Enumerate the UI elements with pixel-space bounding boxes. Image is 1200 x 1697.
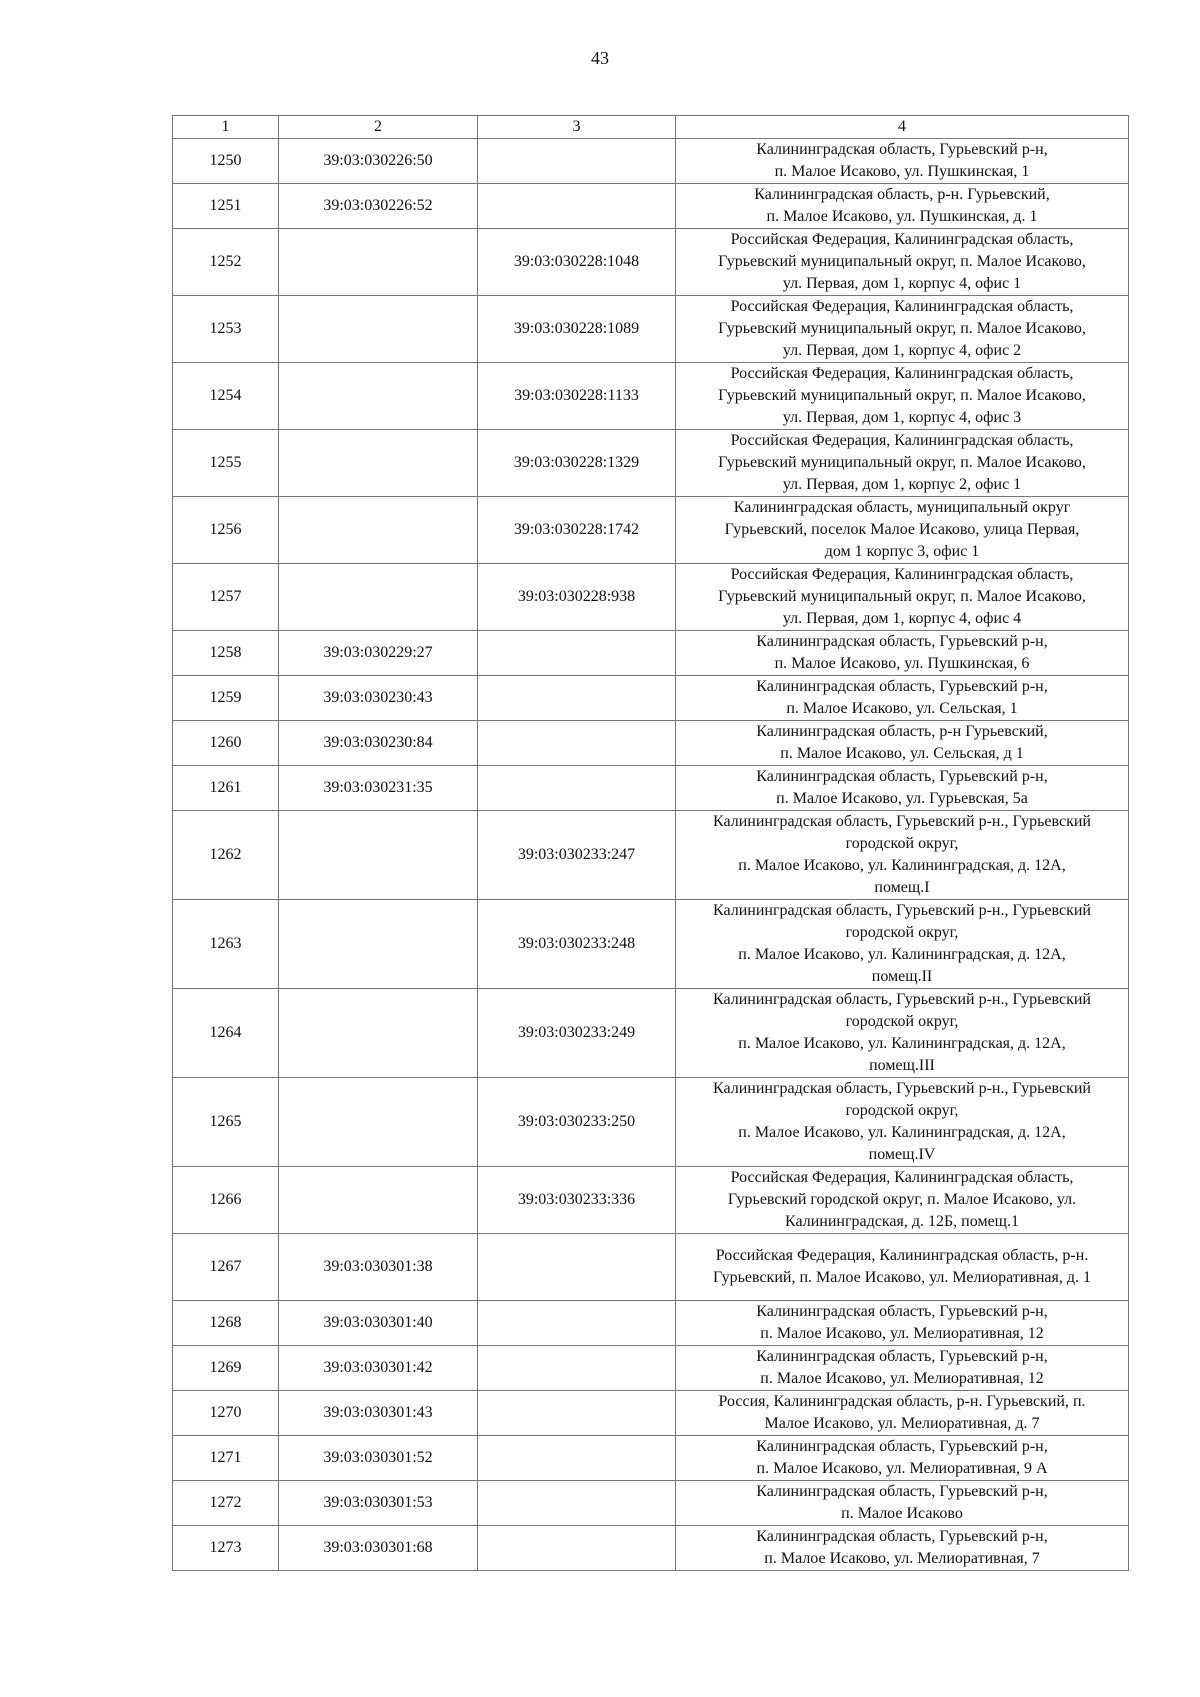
cadastral-number-cell xyxy=(279,430,478,497)
object-cadastral-number-cell: 39:03:030233:248 xyxy=(478,900,676,989)
address-line: Калининградская область, р-н Гурьевский, xyxy=(756,723,1048,740)
address-line: Калининградская область, Гурьевский р-н, xyxy=(756,678,1048,695)
object-cadastral-number-cell xyxy=(478,1346,676,1391)
column-header-3: 3 xyxy=(478,116,676,139)
cadastral-number-cell xyxy=(279,497,478,564)
address-cell xyxy=(676,900,1129,989)
header-row xyxy=(173,116,1129,139)
cadastral-number-cell: 39:03:030301:68 xyxy=(279,1526,478,1571)
object-cadastral-number-cell: 39:03:030233:247 xyxy=(478,811,676,900)
table-row xyxy=(173,139,1129,184)
address-line: помещ.I xyxy=(874,879,930,896)
address-line: Гурьевский, п. Малое Исаково, ул. Мелиоративная, д. 1 xyxy=(712,1269,1092,1286)
address-line: Калининградская область, Гурьевский р-н, xyxy=(756,768,1048,785)
object-cadastral-number-cell: 39:03:030233:249 xyxy=(478,989,676,1078)
row-number-cell: 1272 xyxy=(173,1481,279,1526)
cadastral-number-cell: 39:03:030301:40 xyxy=(279,1301,478,1346)
address-cell xyxy=(676,766,1129,811)
address-line: Гурьевский, поселок Малое Исаково, улица Первая, xyxy=(724,521,1080,538)
column-header-1: 1 xyxy=(173,116,279,139)
address-line: п. Малое Исаково, ул. Мелиоративная, 12 xyxy=(760,1370,1044,1387)
object-cadastral-number-cell xyxy=(478,1391,676,1436)
address-cell xyxy=(676,631,1129,676)
address-line: Малое Исаково, ул. Мелиоративная, д. 7 xyxy=(764,1415,1040,1432)
row-number-cell: 1251 xyxy=(173,184,279,229)
address-cell xyxy=(676,989,1129,1078)
address-line: Российская Федерация, Калининградская область, xyxy=(730,432,1074,449)
address-cell xyxy=(676,676,1129,721)
object-cadastral-number-cell xyxy=(478,1526,676,1571)
table-row xyxy=(173,363,1129,430)
address-cell xyxy=(676,1234,1129,1301)
row-number-cell: 1261 xyxy=(173,766,279,811)
row-number-cell: 1250 xyxy=(173,139,279,184)
table-row xyxy=(173,766,1129,811)
row-number-cell: 1269 xyxy=(173,1346,279,1391)
row-number-cell: 1258 xyxy=(173,631,279,676)
table-row xyxy=(173,1301,1129,1346)
address-line: п. Малое Исаково, ул. Пушкинская, 6 xyxy=(774,655,1030,672)
table-row xyxy=(173,900,1129,989)
table-row xyxy=(173,811,1129,900)
address-line: п. Малое Исаково, ул. Калининградская, д. 12А, xyxy=(738,857,1066,874)
table-row xyxy=(173,564,1129,631)
address-line: ул. Первая, дом 1, корпус 4, офис 3 xyxy=(782,409,1022,426)
table-row xyxy=(173,676,1129,721)
table-row xyxy=(173,1526,1129,1571)
address-line: Гурьевский муниципальный округ, п. Малое Исаково, xyxy=(718,454,1086,471)
table-row xyxy=(173,184,1129,229)
address-line: помещ.II xyxy=(871,968,933,985)
table-row xyxy=(173,1391,1129,1436)
table-row xyxy=(173,1078,1129,1167)
address-cell xyxy=(676,363,1129,430)
object-cadastral-number-cell: 39:03:030228:1329 xyxy=(478,430,676,497)
object-cadastral-number-cell: 39:03:030233:250 xyxy=(478,1078,676,1167)
address-cell xyxy=(676,139,1129,184)
row-number-cell: 1267 xyxy=(173,1234,279,1301)
table-row xyxy=(173,1234,1129,1301)
row-number-cell: 1257 xyxy=(173,564,279,631)
address-cell xyxy=(676,1526,1129,1571)
cadastral-number-cell: 39:03:030230:84 xyxy=(279,721,478,766)
row-number-cell: 1273 xyxy=(173,1526,279,1571)
address-line: Российская Федерация, Калининградская область, р-н. xyxy=(715,1247,1089,1264)
table-row xyxy=(173,989,1129,1078)
cadastral-number-cell xyxy=(279,811,478,900)
cadastral-number-cell: 39:03:030301:42 xyxy=(279,1346,478,1391)
address-line: Калининградская область, Гурьевский р-н., Гурьевский xyxy=(713,813,1091,830)
row-number-cell: 1254 xyxy=(173,363,279,430)
address-line: Калининградская область, Гурьевский р-н, xyxy=(756,1528,1048,1545)
page-number: 43 xyxy=(591,48,609,68)
cadastral-number-cell xyxy=(279,1078,478,1167)
address-line: п. Малое Исаково, ул. Калининградская, д. 12А, xyxy=(738,1035,1066,1052)
table-row xyxy=(173,430,1129,497)
row-number-cell: 1265 xyxy=(173,1078,279,1167)
address-line: п. Малое Исаково, ул. Мелиоративная, 12 xyxy=(760,1325,1044,1342)
object-cadastral-number-cell: 39:03:030233:336 xyxy=(478,1167,676,1234)
address-line: Калининградская область, Гурьевский р-н, xyxy=(756,1483,1048,1500)
address-line: Калининградская, д. 12Б, помещ.1 xyxy=(785,1213,1019,1230)
address-line: ул. Первая, дом 1, корпус 4, офис 4 xyxy=(782,610,1022,627)
cadastral-number-cell xyxy=(279,363,478,430)
address-line: Калининградская область, Гурьевский р-н, xyxy=(756,633,1048,650)
row-number-cell: 1255 xyxy=(173,430,279,497)
object-cadastral-number-cell: 39:03:030228:1048 xyxy=(478,229,676,296)
cadastral-number-cell: 39:03:030230:43 xyxy=(279,676,478,721)
column-header-4: 4 xyxy=(676,116,1129,139)
address-cell xyxy=(676,564,1129,631)
address-line: п. Малое Исаково, ул. Сельская, 1 xyxy=(786,700,1018,717)
address-line: п. Малое Исаково xyxy=(841,1505,963,1522)
cadastral-number-cell: 39:03:030301:52 xyxy=(279,1436,478,1481)
address-line: Российская Федерация, Калининградская область, xyxy=(730,365,1074,382)
row-number-cell: 1264 xyxy=(173,989,279,1078)
object-cadastral-number-cell xyxy=(478,1234,676,1301)
address-line: Российская Федерация, Калининградская область, xyxy=(730,231,1074,248)
object-cadastral-number-cell xyxy=(478,1481,676,1526)
address-cell xyxy=(676,1346,1129,1391)
object-cadastral-number-cell xyxy=(478,1436,676,1481)
address-line: Гурьевский муниципальный округ, п. Малое Исаково, xyxy=(718,320,1086,337)
table-row xyxy=(173,1346,1129,1391)
address-line: п. Малое Исаково, ул. Пушкинская, 1 xyxy=(774,163,1030,180)
address-line: п. Малое Исаково, ул. Гурьевская, 5а xyxy=(776,790,1028,807)
address-line: Калининградская область, Гурьевский р-н., Гурьевский xyxy=(713,1080,1091,1097)
address-line: Гурьевский городской округ, п. Малое Исаково, ул. xyxy=(727,1191,1077,1208)
address-line: Калининградская область, Гурьевский р-н., Гурьевский xyxy=(713,902,1091,919)
address-cell xyxy=(676,811,1129,900)
object-cadastral-number-cell xyxy=(478,721,676,766)
cadastral-number-cell xyxy=(279,900,478,989)
address-cell xyxy=(676,1167,1129,1234)
row-number-cell: 1263 xyxy=(173,900,279,989)
address-line: п. Малое Исаково, ул. Сельская, д 1 xyxy=(780,745,1024,762)
cadastral-number-cell: 39:03:030229:27 xyxy=(279,631,478,676)
table-row xyxy=(173,1436,1129,1481)
cadastral-number-cell xyxy=(279,1167,478,1234)
object-cadastral-number-cell xyxy=(478,676,676,721)
register-table xyxy=(172,115,1129,1571)
cadastral-number-cell: 39:03:030301:53 xyxy=(279,1481,478,1526)
table-row xyxy=(173,229,1129,296)
address-line: городской округ, xyxy=(845,1013,959,1030)
address-line: Калининградская область, р-н. Гурьевский, xyxy=(754,186,1050,203)
address-line: Российская Федерация, Калининградская область, xyxy=(730,1169,1074,1186)
address-line: помещ.IV xyxy=(868,1146,936,1163)
address-cell xyxy=(676,1301,1129,1346)
address-cell xyxy=(676,184,1129,229)
cadastral-number-cell: 39:03:030226:52 xyxy=(279,184,478,229)
row-number-cell: 1268 xyxy=(173,1301,279,1346)
object-cadastral-number-cell xyxy=(478,1301,676,1346)
row-number-cell: 1271 xyxy=(173,1436,279,1481)
cadastral-number-cell: 39:03:030301:38 xyxy=(279,1234,478,1301)
address-line: п. Малое Исаково, ул. Калининградская, д. 12А, xyxy=(738,946,1066,963)
address-line: Российская Федерация, Калининградская область, xyxy=(730,298,1074,315)
address-cell xyxy=(676,296,1129,363)
row-number-cell: 1253 xyxy=(173,296,279,363)
address-line: городской округ, xyxy=(845,924,959,941)
object-cadastral-number-cell xyxy=(478,766,676,811)
address-line: Россия, Калининградская область, р-н. Гурьевский, п. xyxy=(718,1393,1086,1410)
table-row xyxy=(173,497,1129,564)
address-cell xyxy=(676,1481,1129,1526)
object-cadastral-number-cell xyxy=(478,139,676,184)
cadastral-number-cell xyxy=(279,229,478,296)
table-row xyxy=(173,721,1129,766)
address-line: ул. Первая, дом 1, корпус 4, офис 2 xyxy=(782,342,1022,359)
address-line: Российская Федерация, Калининградская область, xyxy=(730,566,1074,583)
address-line: городской округ, xyxy=(845,835,959,852)
address-line: Калининградская область, Гурьевский р-н., Гурьевский xyxy=(713,991,1091,1008)
object-cadastral-number-cell: 39:03:030228:1133 xyxy=(478,363,676,430)
address-line: п. Малое Исаково, ул. Калининградская, д. 12А, xyxy=(738,1124,1066,1141)
table-row xyxy=(173,1167,1129,1234)
address-cell xyxy=(676,430,1129,497)
address-line: Калининградская область, муниципальный округ xyxy=(733,499,1071,516)
address-line: п. Малое Исаково, ул. Пушкинская, д. 1 xyxy=(766,208,1038,225)
address-cell xyxy=(676,229,1129,296)
row-number-cell: 1270 xyxy=(173,1391,279,1436)
cadastral-number-cell: 39:03:030231:35 xyxy=(279,766,478,811)
cadastral-number-cell: 39:03:030301:43 xyxy=(279,1391,478,1436)
object-cadastral-number-cell: 39:03:030228:1742 xyxy=(478,497,676,564)
address-line: ул. Первая, дом 1, корпус 4, офис 1 xyxy=(782,275,1022,292)
address-line: ул. Первая, дом 1, корпус 2, офис 1 xyxy=(782,476,1022,493)
address-cell xyxy=(676,1078,1129,1167)
address-line: п. Малое Исаково, ул. Мелиоративная, 9 А xyxy=(756,1460,1048,1477)
address-line: п. Малое Исаково, ул. Мелиоративная, 7 xyxy=(764,1550,1040,1567)
address-line: Гурьевский муниципальный округ, п. Малое Исаково, xyxy=(718,253,1086,270)
address-line: Калининградская область, Гурьевский р-н, xyxy=(756,1303,1048,1320)
table-row xyxy=(173,1481,1129,1526)
address-cell xyxy=(676,721,1129,766)
cadastral-number-cell xyxy=(279,296,478,363)
table-row xyxy=(173,296,1129,363)
address-line: Калининградская область, Гурьевский р-н, xyxy=(756,1348,1048,1365)
cadastral-number-cell xyxy=(279,564,478,631)
address-line: Гурьевский муниципальный округ, п. Малое Исаково, xyxy=(718,588,1086,605)
address-cell xyxy=(676,1436,1129,1481)
address-cell xyxy=(676,1391,1129,1436)
address-line: Калининградская область, Гурьевский р-н, xyxy=(756,141,1048,158)
object-cadastral-number-cell: 39:03:030228:1089 xyxy=(478,296,676,363)
row-number-cell: 1256 xyxy=(173,497,279,564)
row-number-cell: 1266 xyxy=(173,1167,279,1234)
row-number-cell: 1262 xyxy=(173,811,279,900)
object-cadastral-number-cell: 39:03:030228:938 xyxy=(478,564,676,631)
address-line: городской округ, xyxy=(845,1102,959,1119)
object-cadastral-number-cell xyxy=(478,631,676,676)
column-header-2: 2 xyxy=(279,116,478,139)
address-cell xyxy=(676,497,1129,564)
address-line: Гурьевский муниципальный округ, п. Малое Исаково, xyxy=(718,387,1086,404)
row-number-cell: 1252 xyxy=(173,229,279,296)
address-line: помещ.III xyxy=(869,1057,935,1074)
address-line: дом 1 корпус 3, офис 1 xyxy=(824,543,980,560)
cadastral-number-cell: 39:03:030226:50 xyxy=(279,139,478,184)
row-number-cell: 1260 xyxy=(173,721,279,766)
table-row xyxy=(173,631,1129,676)
row-number-cell: 1259 xyxy=(173,676,279,721)
address-line: Калининградская область, Гурьевский р-н, xyxy=(756,1438,1048,1455)
cadastral-number-cell xyxy=(279,989,478,1078)
object-cadastral-number-cell xyxy=(478,184,676,229)
